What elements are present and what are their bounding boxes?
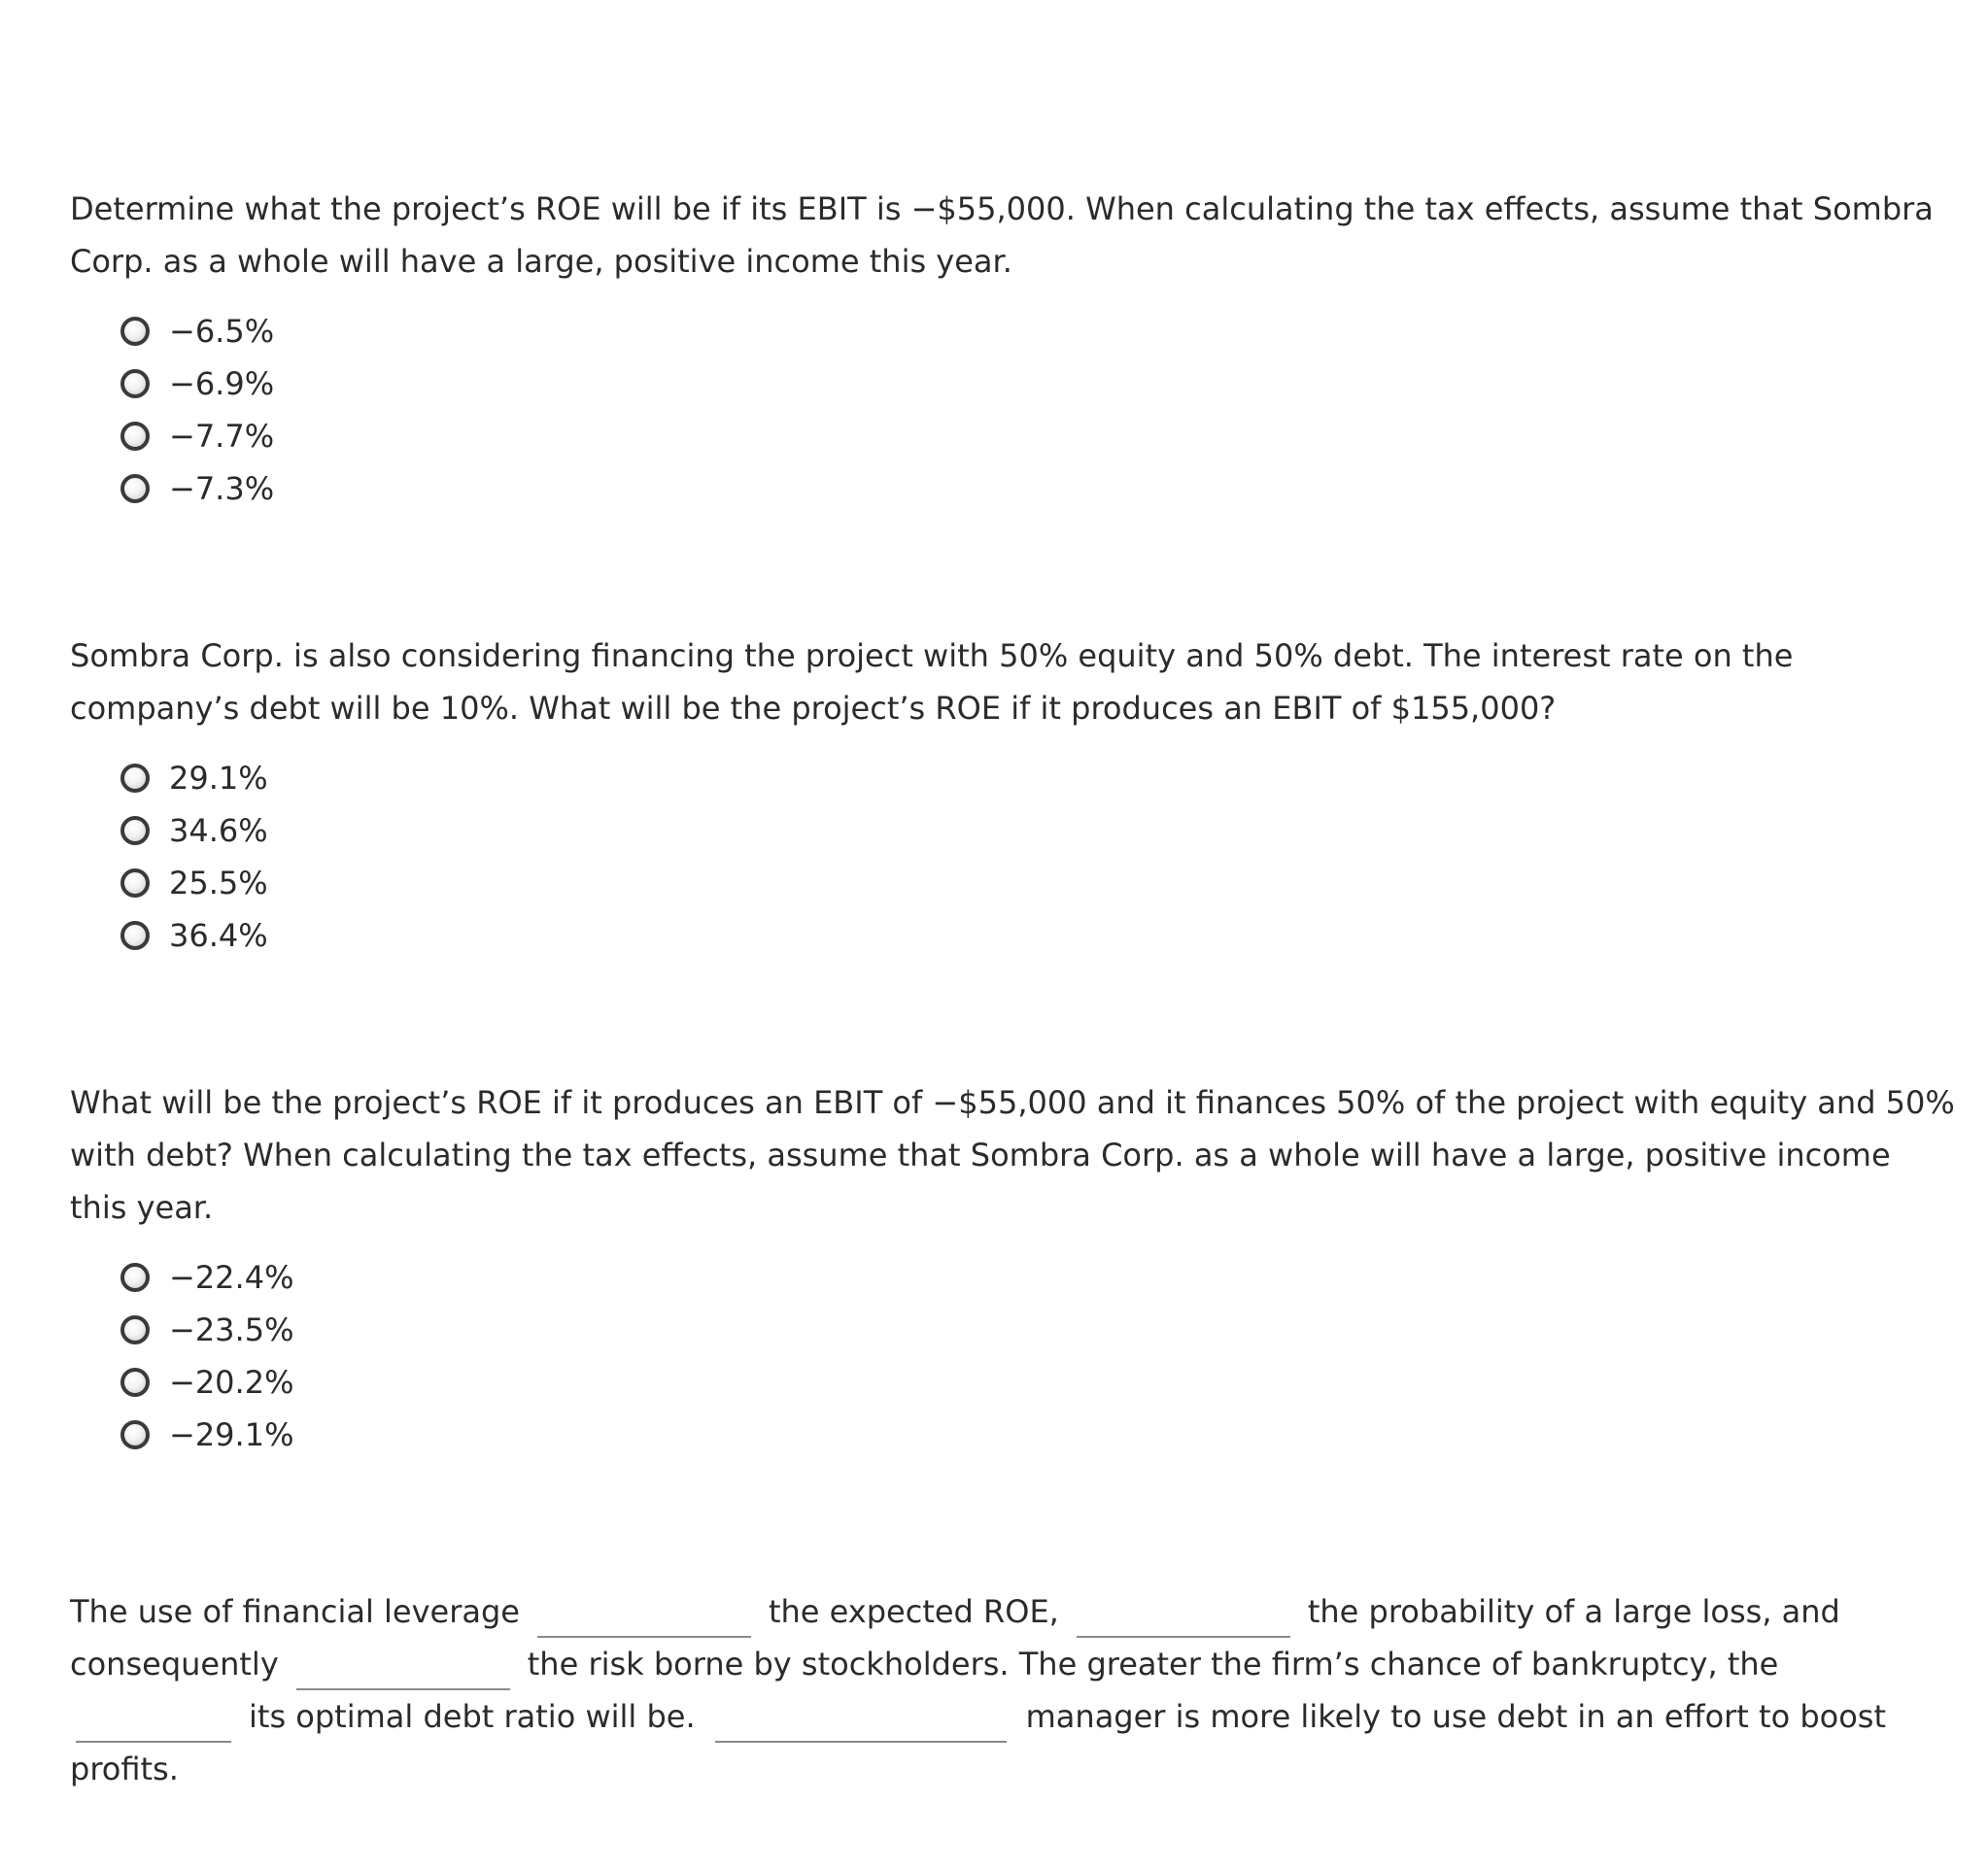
option-label: −23.5%: [169, 1311, 294, 1348]
option-label: −6.5%: [169, 313, 275, 350]
question-2-option-2[interactable]: [120, 804, 1955, 857]
radio-button-icon[interactable]: [120, 317, 150, 346]
fill-in-text-part-5: its optimal debt ratio will be.: [249, 1698, 696, 1735]
question-1-option-3[interactable]: [120, 410, 1955, 462]
question-2: [70, 629, 1955, 962]
question-3-text: What will be the project’s ROE if it produces an EBIT of −$55,000 and it finances 50% of the project with equity and 50% with debt? When calculating the tax effects, assume that Sombra Corp. as a whole will have a large, positive income this year.: [70, 1084, 1955, 1226]
radio-button-icon[interactable]: [120, 921, 150, 950]
radio-button-icon[interactable]: [120, 868, 150, 898]
fill-in-text-part-1: The use of financial leverage: [70, 1593, 520, 1630]
radio-button-icon[interactable]: [120, 1368, 150, 1397]
blank-dropdown-2[interactable]: [1077, 1599, 1290, 1638]
radio-button-icon[interactable]: [120, 369, 150, 398]
question-1-text: Determine what the project’s ROE will be if its EBIT is −$55,000. When calculating the tax effects, assume that Sombra Corp. as a whole will have a large, positive income this year.: [70, 190, 1934, 280]
option-label: −7.3%: [169, 470, 275, 507]
radio-button-icon[interactable]: [120, 1315, 150, 1344]
option-label: 36.4%: [169, 917, 268, 954]
fill-in-text-part-3: the probability of a large loss, and consequently: [70, 1593, 1840, 1683]
quiz-page: [70, 183, 1955, 1795]
radio-button-icon[interactable]: [120, 474, 150, 503]
fill-in-text-part-6: manager is more likely to use debt in an effort to boost profits.: [70, 1698, 1886, 1787]
blank-dropdown-1[interactable]: [537, 1599, 751, 1638]
question-3-option-1[interactable]: [120, 1251, 1955, 1304]
option-label: −29.1%: [169, 1416, 294, 1453]
spacer: [70, 1461, 1955, 1585]
option-label: −7.7%: [169, 418, 275, 455]
blank-dropdown-3[interactable]: [296, 1651, 510, 1690]
radio-button-icon[interactable]: [120, 1263, 150, 1292]
question-2-option-1[interactable]: [120, 752, 1955, 804]
question-3-option-2[interactable]: [120, 1304, 1955, 1356]
option-label: −20.2%: [169, 1364, 294, 1401]
question-2-option-3[interactable]: [120, 857, 1955, 909]
option-label: 29.1%: [169, 760, 268, 797]
fill-in-text-part-2: the expected ROE,: [768, 1593, 1059, 1630]
spacer: [70, 962, 1955, 1076]
radio-button-icon[interactable]: [120, 816, 150, 845]
option-label: −6.9%: [169, 365, 275, 402]
question-3-option-4[interactable]: [120, 1409, 1955, 1461]
question-3-option-3[interactable]: [120, 1356, 1955, 1409]
question-1-option-4[interactable]: [120, 462, 1955, 515]
spacer: [70, 515, 1955, 629]
question-2-options: [120, 752, 1955, 962]
fill-in-text: [70, 1585, 1940, 1795]
question-1-options: [120, 305, 1955, 515]
option-label: 25.5%: [169, 865, 268, 901]
option-label: 34.6%: [169, 812, 268, 849]
radio-button-icon[interactable]: [120, 422, 150, 451]
question-2-option-4[interactable]: [120, 909, 1955, 962]
question-2-text: Sombra Corp. is also considering financing the project with 50% equity and 50% debt. The interest rate on the company’s debt will be 10%. What will be the project’s ROE if it produces an EBIT of $155,000?: [70, 637, 1794, 727]
fill-in-text-part-4: the risk borne by stockholders. The greater the firm’s chance of bankruptcy, the: [527, 1646, 1779, 1683]
blank-dropdown-5[interactable]: [715, 1704, 1007, 1743]
radio-button-icon[interactable]: [120, 1420, 150, 1449]
option-label: −22.4%: [169, 1259, 294, 1296]
question-1-option-1[interactable]: [120, 305, 1955, 357]
question-3-options: [120, 1251, 1955, 1461]
question-1-option-2[interactable]: [120, 357, 1955, 410]
question-1: [70, 183, 1955, 515]
question-3: [70, 1076, 1955, 1461]
radio-button-icon[interactable]: [120, 764, 150, 793]
blank-dropdown-4[interactable]: [76, 1704, 231, 1743]
fill-in-question: [70, 1585, 1955, 1795]
